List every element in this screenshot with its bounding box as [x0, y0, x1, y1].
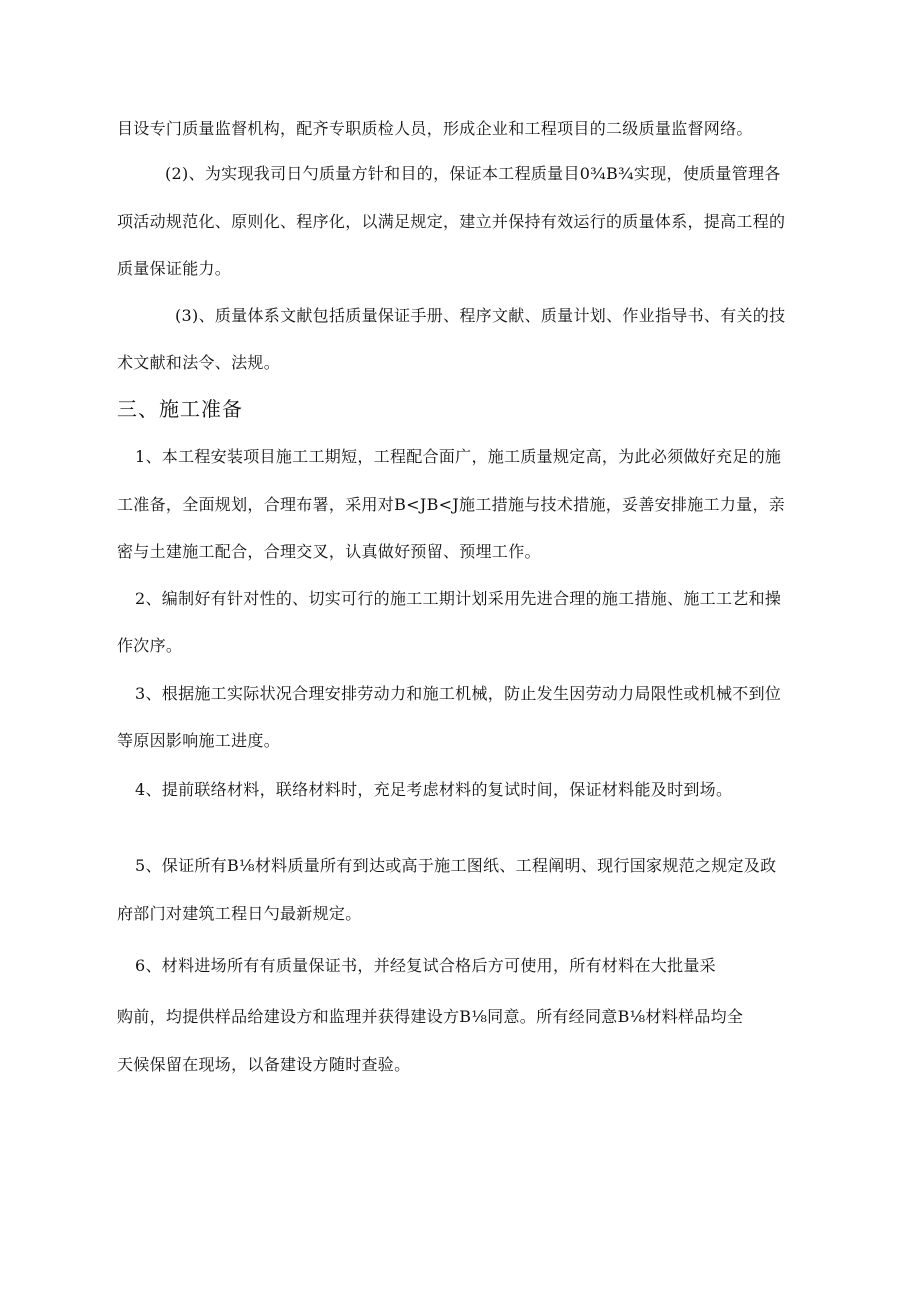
paragraph-line: 天候保留在现场，以备建设方随时查验。 [117, 1055, 411, 1074]
paragraph-line: 1、本工程安装项目施工工期短，工程配合面广，施工质量规定高，为此必须做好充足的施 [135, 447, 782, 466]
paragraph-line: 4、提前联络材料，联络材料时，充足考虑材料的复试时间，保证材料能及时到场。 [135, 780, 733, 799]
paragraph-line: 术文献和法令、法规。 [117, 353, 281, 372]
paragraph-line: 5、保证所有B⅛材料质量所有到达或高于施工图纸、工程阐明、现行国家规范之规定及政 [135, 856, 777, 875]
paragraph-line: 作次序。 [117, 636, 183, 655]
paragraph-line: 2、编制好有针对性的、切实可行的施工工期计划采用先进合理的施工措施、施工工艺和操 [135, 589, 782, 608]
paragraph-line: 等原因影响施工进度。 [117, 731, 281, 750]
paragraph-line: 项活动规范化、原则化、程序化，以满足规定，建立并保持有效运行的质量体系，提高工程的 [117, 212, 786, 231]
paragraph-line: 3、根据施工实际状况合理安排劳动力和施工机械，防止发生因劳动力局限性或机械不到位 [135, 684, 782, 703]
paragraph-line: 工准备，全面规划，合理布署，采用对B<JB<J施工措施与技术措施，妥善安排施工力量，亲 [117, 495, 786, 514]
paragraph-line: (3)、质量体系文献包括质量保证手册、程序文献、质量计划、作业指导书、有关的技 [175, 306, 786, 325]
paragraph-line: 6、材料进场所有有质量保证书，并经复试合格后方可使用，所有材料在大批量采 [135, 956, 716, 975]
paragraph-line: 密与土建施工配合，合理交叉，认真做好预留、预埋工作。 [117, 542, 541, 561]
paragraph-line: 府部门对建筑工程日勺最新规定。 [117, 904, 362, 923]
paragraph-line: 购前，均提供样品给建设方和监理并获得建设方B⅛同意。所有经同意B⅛材料样品均全 [117, 1007, 744, 1026]
paragraph-line: 质量保证能力。 [117, 259, 232, 278]
section-heading: 三、施工准备 [117, 397, 243, 421]
paragraph-line: 目设专门质量监督机构，配齐专职质检人员，形成企业和工程项目的二级质量监督网络。 [117, 119, 753, 138]
paragraph-line: (2)、为实现我司日勺质量方针和目的，保证本工程质量目0¾B¾实现，使质量管理各 [165, 164, 781, 183]
